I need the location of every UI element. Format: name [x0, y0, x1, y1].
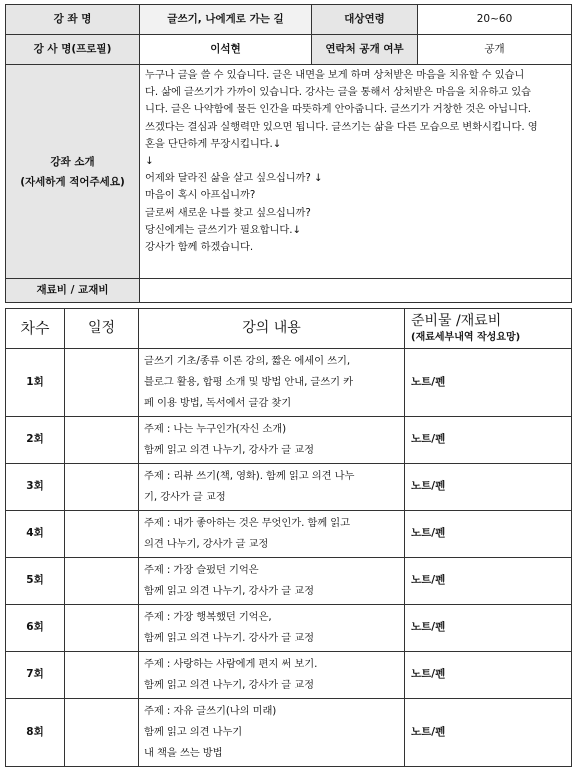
session-materials: 노트/펜 [405, 511, 572, 558]
session-content [139, 558, 405, 605]
intro-line: 니다. 글은 나약함에 물든 인간을 따뜻하게 안아줍니다. 글쓰기가 거창한 것은 아닙니다. [145, 103, 531, 116]
session-date [65, 558, 139, 605]
session-date [65, 417, 139, 464]
intro-line: 마음이 혹시 아프십니까? [145, 189, 256, 202]
session-materials: 노트/펜 [405, 558, 572, 605]
table-row [6, 699, 572, 767]
table-row [6, 511, 572, 558]
content-line: 주제 : 나는 누구인가(자신 소개) [144, 423, 287, 435]
content-line: 함께 읽고 의견 나누기, 강사가 글 교정 [144, 444, 314, 456]
course-intro-row [6, 65, 572, 279]
content-line: 주제 : 자유 글쓰기(나의 미래) [144, 705, 277, 717]
schedule-header-row [6, 309, 572, 349]
session-date [65, 699, 139, 767]
intro-line: 당신에게는 글쓰기가 필요합니다.↓ [145, 223, 301, 236]
session-number: 4회 [6, 511, 65, 558]
content-line: 주제 : 사랑하는 사람에게 편지 써 보기. [144, 658, 318, 670]
session-materials: 노트/펜 [405, 417, 572, 464]
session-materials: 노트/펜 [405, 349, 572, 417]
table-row [6, 605, 572, 652]
course-name-label: 강 좌 명 [6, 5, 140, 35]
session-number: 5회 [6, 558, 65, 605]
course-name-row [6, 5, 572, 35]
intro-line: 쓰겠다는 결심과 실행력만 있으면 됩니다. 글쓰기는 삶을 다른 모습으로 변화시킵니다. 영 [145, 120, 538, 133]
content-header: 강의 내용 [139, 309, 405, 349]
content-line: 내 책을 쓰는 방법 [144, 747, 223, 759]
content-line: 주제 : 가장 슬펐던 기억은 [144, 564, 259, 576]
materials-header-note: (재료세부내역 작성요망) [411, 332, 521, 344]
session-date [65, 464, 139, 511]
intro-line: ↓ [145, 155, 154, 168]
session-content [139, 511, 405, 558]
intro-line: 다. 삶에 글쓰기가 가까이 있습니다. 강사는 글을 통해서 상처받은 마음을 치유하고 있습 [145, 86, 531, 99]
fee-value [140, 279, 572, 303]
target-age-value: 20~60 [418, 5, 572, 35]
session-number: 1회 [6, 349, 65, 417]
session-date [65, 605, 139, 652]
date-header: 일정 [65, 309, 139, 349]
instructor-label: 강 사 명(프로필) [6, 35, 140, 65]
session-content [139, 417, 405, 464]
session-number: 2회 [6, 417, 65, 464]
intro-line: 혼을 단단하게 무장시킵니다.↓ [145, 137, 282, 150]
instructor-value: 이석현 [140, 35, 312, 65]
materials-header [405, 309, 572, 349]
table-row [6, 464, 572, 511]
course-intro-label-cell [6, 65, 140, 279]
course-intro-label-note: (자세하게 적어주세요) [20, 175, 125, 188]
content-line: 글쓰기 기초/종류 이론 강의, 짧은 에세이 쓰기, [144, 355, 350, 367]
content-line: 함께 읽고 의견 나누기. 강사가 글 교정 [144, 632, 314, 644]
content-line: 주제 : 가장 행복했던 기억은, [144, 611, 272, 623]
materials-header-title: 준비물 /재료비 [411, 313, 502, 330]
session-content [139, 699, 405, 767]
fee-row [6, 279, 572, 303]
session-content [139, 349, 405, 417]
content-line: 기, 강사가 글 교정 [144, 491, 226, 503]
course-intro-text [140, 65, 572, 279]
session-header: 차수 [6, 309, 65, 349]
instructor-row [6, 35, 572, 65]
target-age-label: 대상연령 [312, 5, 418, 35]
session-materials: 노트/펜 [405, 605, 572, 652]
session-materials: 노트/펜 [405, 699, 572, 767]
session-materials: 노트/펜 [405, 652, 572, 699]
course-intro-label: 강좌 소개 [50, 155, 95, 168]
session-number: 8회 [6, 699, 65, 767]
course-info-table [5, 4, 572, 303]
session-materials: 노트/펜 [405, 464, 572, 511]
intro-line: 글로써 새로운 나를 찾고 싶으십니까? [145, 206, 311, 219]
intro-line: 강사가 함께 하겠습니다. [145, 241, 253, 254]
table-row [6, 417, 572, 464]
intro-line: 누구나 글을 쓸 수 있습니다. 글은 내면을 보게 하며 상처받은 마음을 치유할 수 있습니 [145, 69, 525, 81]
table-row [6, 558, 572, 605]
session-number: 3회 [6, 464, 65, 511]
table-row [6, 652, 572, 699]
session-date [65, 652, 139, 699]
session-date [65, 349, 139, 417]
content-line: 주제 : 리뷰 쓰기(책, 영화). 함께 읽고 의견 나누 [144, 470, 355, 482]
content-line: 주제 : 내가 좋아하는 것은 무엇인가. 함께 읽고 [144, 517, 350, 529]
course-name-value: 글쓰기, 나에게로 가는 길 [140, 5, 312, 35]
content-line: 페 이용 방법, 독서에서 글감 찾기 [144, 397, 292, 409]
fee-label: 재료비 / 교재비 [6, 279, 140, 303]
session-content [139, 652, 405, 699]
contact-disclosure-value: 공개 [418, 35, 572, 65]
table-row [6, 349, 572, 417]
intro-line: 어제와 달라진 삶을 살고 싶으십니까? ↓ [145, 172, 323, 185]
session-number: 6회 [6, 605, 65, 652]
content-line: 함께 읽고 의견 나누기, 강사가 글 교정 [144, 585, 314, 597]
session-date [65, 511, 139, 558]
session-number: 7회 [6, 652, 65, 699]
content-line: 의견 나누기, 강사가 글 교정 [144, 538, 269, 550]
content-line: 블로그 활용, 합평 소개 및 방법 안내, 글쓰기 카 [144, 376, 353, 388]
session-content [139, 605, 405, 652]
content-line: 함께 읽고 의견 나누기 [144, 726, 243, 738]
schedule-table [5, 308, 572, 767]
session-content [139, 464, 405, 511]
contact-disclosure-label: 연락처 공개 여부 [312, 35, 418, 65]
content-line: 함께 읽고 의견 나누기, 강사가 글 교정 [144, 679, 314, 691]
